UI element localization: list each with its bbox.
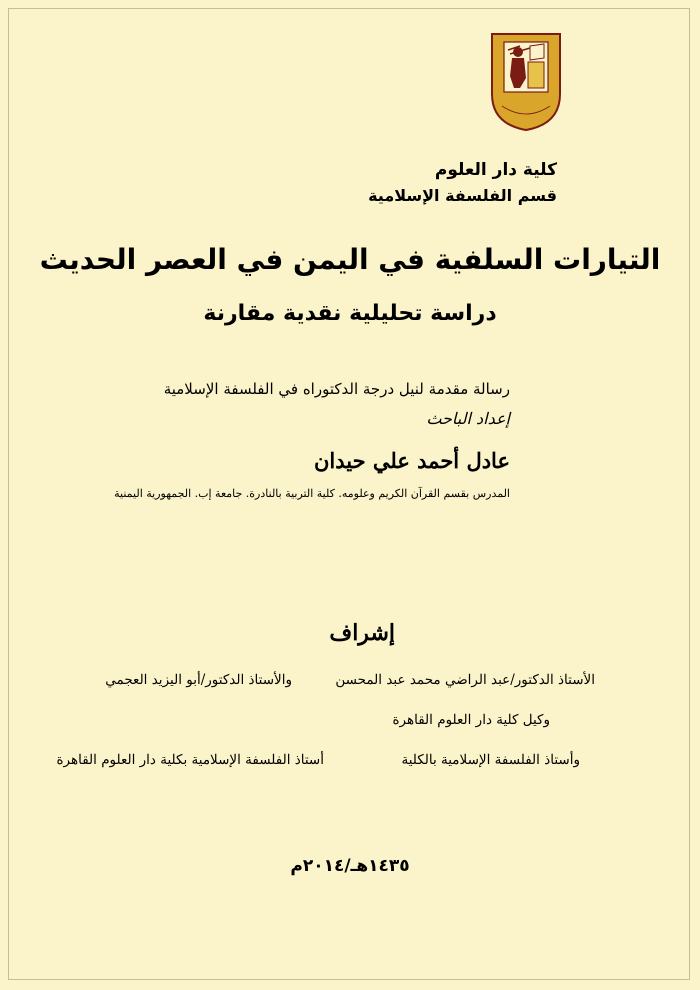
department-name: قسم الفلسفة الإسلامية [368,186,557,205]
faculty-name: كلية دار العلوم [434,160,557,180]
supervision-heading: إشراف [329,620,395,646]
thesis-title: التيارات السلفية في اليمن في العصر الحديث [39,243,661,276]
supervisor-1-role-1: وكيل كلية دار العلوم القاهرة [392,712,550,728]
submission-date: ١٤٣٥هـ/٢٠١٤م [290,856,410,876]
cairo-university-logo [490,32,562,132]
degree-statement: رسالة مقدمة لنيل درجة الدكتوراه في الفلسفة الإسلامية [163,380,510,398]
university-seal-icon [490,32,562,132]
supervisor-1-name: الأستاذ الدكتور/عبد الراضي محمد عبد المحسن [335,672,595,688]
supervisor-2-name: والأستاذ الدكتور/أبو اليزيد العجمي [105,672,292,688]
author-name: عادل أحمد علي حيدان [313,448,510,473]
prepared-by-label: إعداد الباحث [426,409,510,428]
author-affiliation: المدرس بقسم القرآن الكريم وعلومه. كلية التربية بالنادرة. جامعة إب. الجمهورية اليمنية [114,487,510,500]
supervisor-2-role: أستاذ الفلسفة الإسلامية بكلية دار العلوم القاهرة [56,752,324,768]
thesis-subtitle: دراسة تحليلية نقدية مقارنة [203,301,497,326]
supervisor-1-role-2: وأستاذ الفلسفة الإسلامية بالكلية [401,752,580,768]
